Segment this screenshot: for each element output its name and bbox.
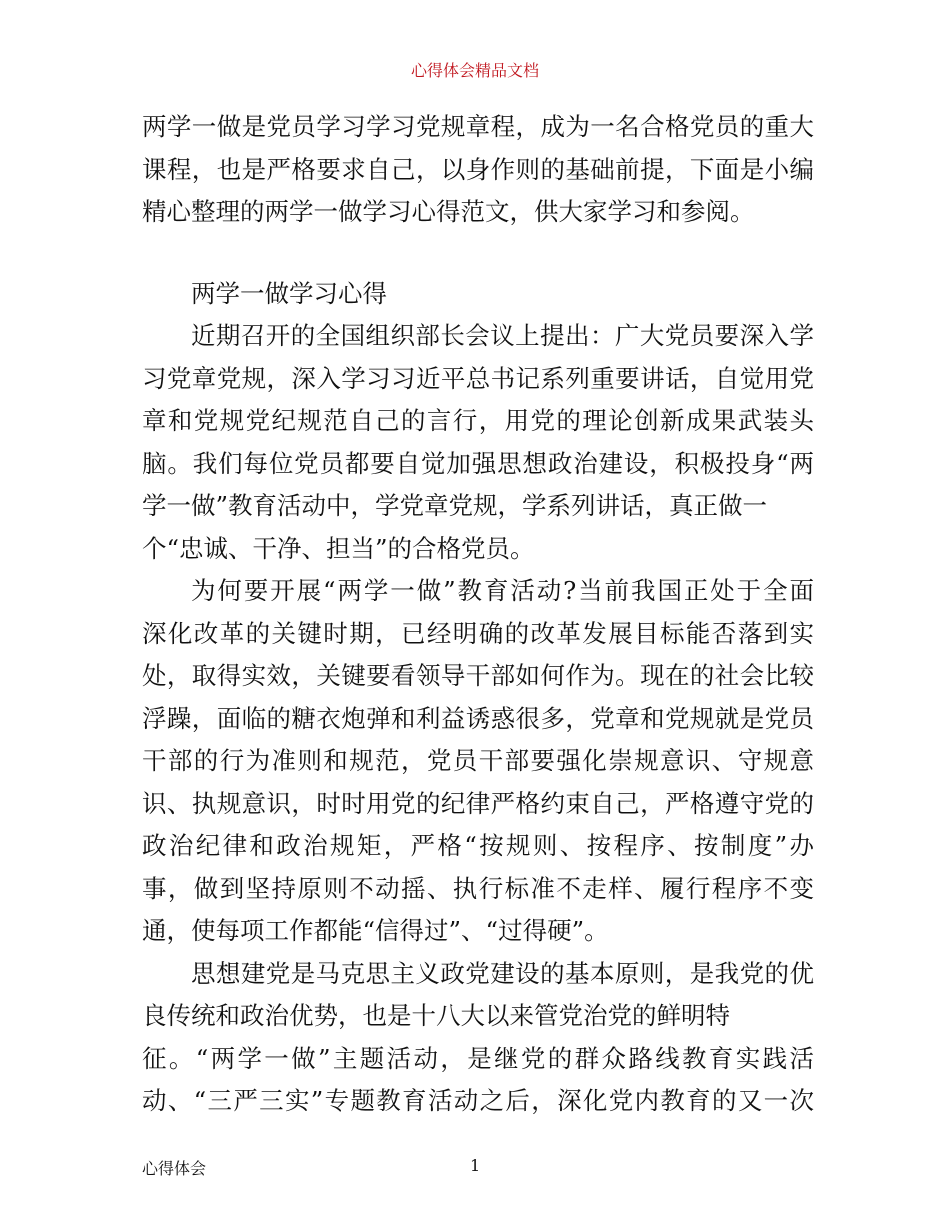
intro-line: 精心整理的两学一做学习心得范文，供大家学习和参阅。 — [142, 197, 755, 226]
intro-line: 两学一做是党员学习学习党规章程，成为一名合格党员的重大 — [142, 112, 814, 141]
paragraph-line: 为何要开展“两学一做”教育活动?当前我国正处于全面 — [191, 576, 814, 605]
intro-line: 课程，也是严格要求自己，以身作则的基础前提，下面是小编 — [142, 154, 814, 184]
paragraph-line: 通，使每项工作都能“信得过”、“过得硬”。 — [142, 916, 609, 945]
paragraph-line: 政治纪律和政治规矩，严格“按规则、按程序、按制度”办 — [142, 831, 814, 860]
footer-label: 心得体会 — [142, 1159, 207, 1178]
paragraph-line: 事，做到坚持原则不动摇、执行标准不走样、履行程序不变 — [142, 873, 814, 903]
document-header: 心得体会精品文档 — [410, 61, 539, 80]
document-body — [142, 106, 814, 1123]
paragraph-line: 深化改革的关键时期，已经明确的改革发展目标能否落到实 — [142, 618, 814, 648]
paragraph-line: 思想建党是马克思主义政党建设的基本原则，是我党的优 — [191, 958, 814, 988]
paragraph-line: 个“忠诚、干净、担当”的合格党员。 — [142, 533, 535, 563]
paragraph-line: 习党章党规，深入学习习近平总书记系列重要讲话，自觉用党 — [142, 363, 814, 393]
paragraph-line: 脑。我们每位党员都要自觉加强思想政治建设，积极投身“两 — [142, 448, 814, 478]
paragraph-line: 浮躁，面临的糖衣炮弹和利益诱惑很多，党章和党规就是党员 — [142, 703, 814, 733]
paragraph-line: 章和党规党纪规范自己的言行，用党的理论创新成果武装头 — [142, 406, 814, 435]
paragraph-line: 动、“三严三实”专题教育活动之后，深化党内教育的又一次 — [142, 1086, 814, 1115]
paragraph-line: 近期召开的全国组织部长会议上提出：广大党员要深入学 — [191, 321, 814, 350]
paragraph-line: 学一做”教育活动中，学党章党规，学系列讲话，真正做一 — [142, 491, 768, 520]
paragraph-line: 良传统和政治优势，也是十八大以来管党治党的鲜明特 — [142, 1001, 730, 1030]
paragraph-line: 征。“两学一做”主题活动，是继党的群众路线教育实践活 — [142, 1043, 814, 1073]
page-number: 1 — [470, 1156, 481, 1175]
paragraph-line: 干部的行为准则和规范，党员干部要强化崇规意识、守规意 — [142, 746, 814, 775]
paragraph-line: 识、执规意识，时时用党的纪律严格约束自己，严格遵守党的 — [142, 788, 814, 818]
paragraph-line: 处，取得实效，关键要看领导干部如何作为。现在的社会比较 — [142, 661, 814, 690]
section-title: 两学一做学习心得 — [191, 278, 387, 308]
